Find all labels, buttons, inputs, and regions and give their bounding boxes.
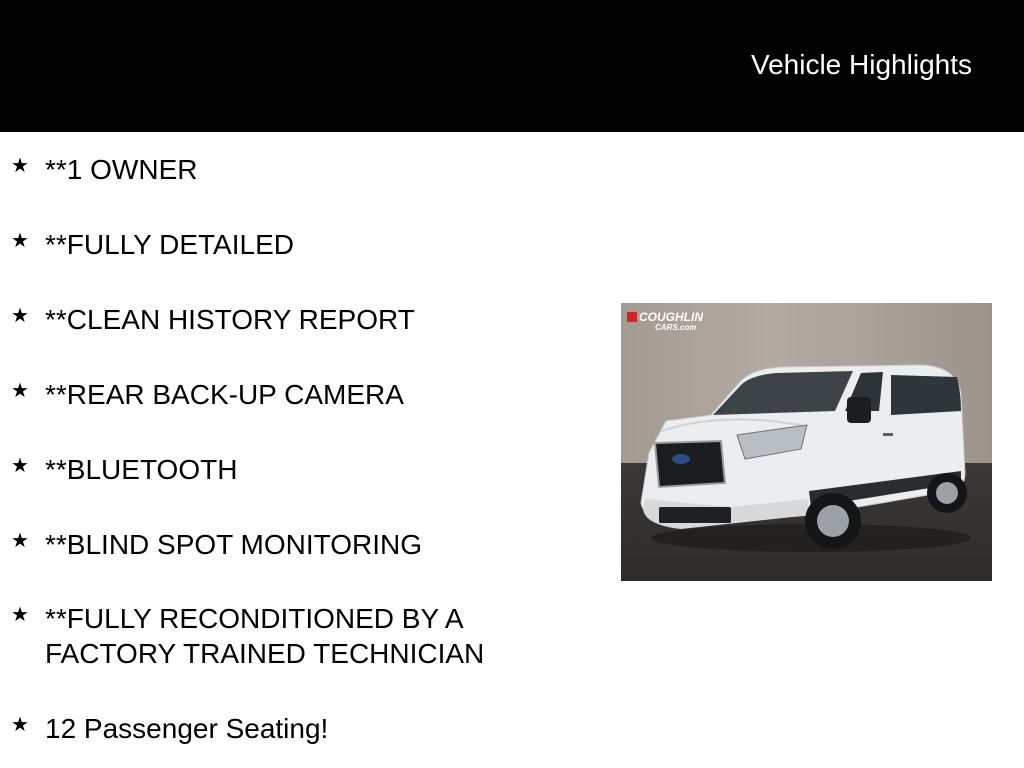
highlight-label: **FULLY RECONDITIONED BY A FACTORY TRAINED TECHNICIAN — [45, 603, 485, 669]
star-icon: ★ — [11, 530, 29, 552]
star-icon: ★ — [11, 455, 29, 477]
highlight-label: **FULLY DETAILED — [45, 229, 294, 260]
vehicle-photo — [621, 303, 992, 581]
highlight-label: **REAR BACK-UP CAMERA — [45, 379, 404, 410]
star-icon: ★ — [11, 714, 29, 736]
dealer-logo: COUGHLIN CARS.com — [627, 311, 703, 332]
star-icon: ★ — [11, 380, 29, 402]
highlight-label: **BLIND SPOT MONITORING — [45, 529, 423, 560]
header-bar — [0, 0, 1024, 132]
star-icon: ★ — [11, 604, 29, 626]
page-title: Vehicle Highlights — [750, 49, 972, 80]
highlight-label: **CLEAN HISTORY REPORT — [45, 304, 415, 335]
star-icon: ★ — [11, 305, 29, 327]
star-icon: ★ — [11, 230, 29, 252]
van-illustration — [621, 303, 992, 581]
highlight-label: 12 Passenger Seating! — [45, 713, 329, 744]
highlight-label: **1 OWNER — [45, 154, 198, 185]
highlight-label: **BLUETOOTH — [45, 454, 238, 485]
star-icon: ★ — [11, 155, 29, 177]
